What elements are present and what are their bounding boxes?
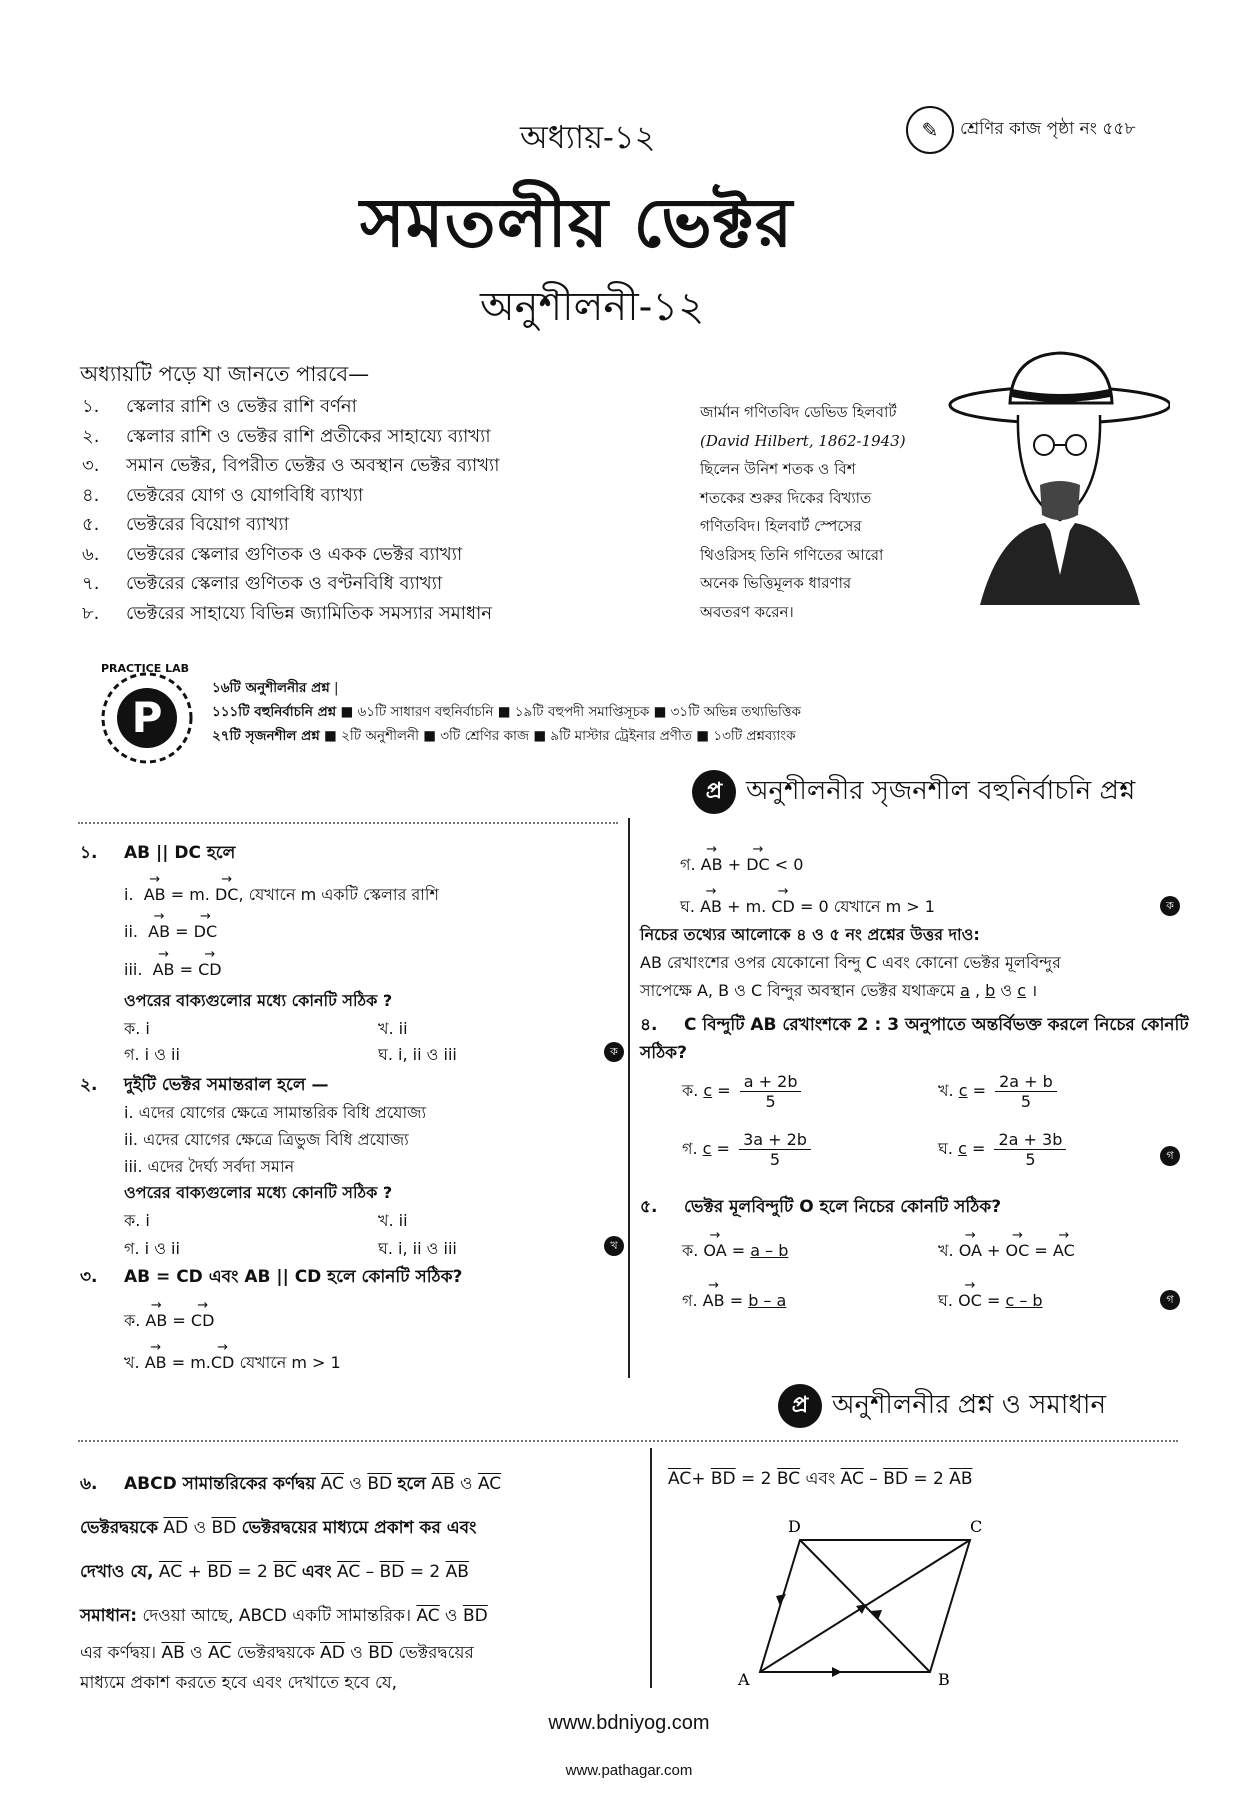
q1-which: ওপরের বাক্যগুলোর মধ্যে কোনটি সঠিক ? bbox=[124, 991, 393, 1010]
q2-option-i: i. এদের যোগের ক্ষেত্রে সামান্তরিক বিধি প্রযোজ্য bbox=[124, 1103, 427, 1122]
q3-answer-badge: ক bbox=[1160, 896, 1180, 916]
q4-choice-gha: ঘ. c = $\frac{2a + 3b}{5}$ bbox=[938, 1130, 1066, 1169]
stat-creative-class: ৩টি শ্রেণির কাজ bbox=[440, 728, 530, 744]
stat-mcq-info: ৩১টি অভিন্ন তথ্যভিত্তিক bbox=[670, 704, 801, 720]
list-item: ৪. ভেক্টরের যোগ ও যোগবিধি ব্যাখ্যা bbox=[82, 484, 364, 506]
info-line-1: AB রেখাংশের ওপর যেকোনো বিন্দু C এবং কোনো ভেক্টর মূলবিন্দুর bbox=[640, 953, 1061, 972]
exercise-label: অনুশীলনী-১২ bbox=[480, 284, 705, 330]
q4-answer-badge: গ bbox=[1160, 1146, 1180, 1166]
vertex-a: A bbox=[738, 1670, 750, 1689]
stat-creative-ex: ২টি অনুশীলনী bbox=[341, 728, 419, 744]
q1-choice-ka: ক. i bbox=[124, 1019, 150, 1038]
qa-section-header bbox=[778, 1384, 1106, 1428]
q2-choice-kha: খ. ii bbox=[378, 1211, 408, 1230]
vertex-b: B bbox=[938, 1670, 950, 1689]
stat-total: ১৬টি অনুশীলনীর প্রশ্ন bbox=[212, 680, 330, 696]
list-item: ৩. সমান ভেক্টর, বিপরীত ভেক্টর ও অবস্থান ভেক্টর ব্যাখ্যা bbox=[82, 455, 500, 476]
arrow-ab bbox=[832, 1667, 842, 1677]
question-2: ২. দুইটি ভেক্টর সমান্তরাল হলে — bbox=[80, 1075, 329, 1095]
hilbert-portrait bbox=[940, 345, 1170, 605]
q1-answer-badge: ক bbox=[604, 1042, 624, 1062]
footer-site-1[interactable]: www.bdniyog.com bbox=[548, 1712, 710, 1734]
q4-choice-ga: গ. c = $\frac{3a + 2b}{5}$ bbox=[682, 1130, 811, 1169]
info-line-2: সাপেক্ষে A, B ও C বিন্দুর অবস্থান ভেক্টর যথাক্রমে a , b ও c । bbox=[640, 981, 1038, 1000]
footer-site-2[interactable]: www.pathagar.com bbox=[565, 1762, 693, 1779]
list-item: ২. স্কেলার রাশি ও ভেক্টর রাশি প্রতীকের সাহায্যে ব্যাখ্যা bbox=[82, 425, 491, 447]
vertex-c: C bbox=[970, 1517, 983, 1536]
chapter-label: অধ্যায়-১২ bbox=[520, 118, 656, 156]
q2-choice-gha: ঘ. i, ii ও iii bbox=[378, 1239, 457, 1258]
q5-choice-ka: ক. → OA = a – b bbox=[682, 1238, 788, 1265]
q2-choice-ga: গ. i ও ii bbox=[124, 1239, 180, 1258]
arrow-ac bbox=[856, 1604, 867, 1614]
q3-choice-ka: ক. → AB = → CD bbox=[124, 1308, 214, 1335]
q2-answer-badge: খ bbox=[604, 1236, 624, 1256]
parallelogram-diagram bbox=[730, 1510, 990, 1690]
q2-option-ii: ii. এদের যোগের ক্ষেত্রে ত্রিভুজ বিধি প্রযোজ্য bbox=[124, 1130, 409, 1149]
q1-option-i: i. → AB = m. → DC, যেখানে m একটি স্কেলার রাশি bbox=[124, 882, 439, 909]
q1-choice-ga: গ. i ও ii bbox=[124, 1045, 180, 1064]
bio-line: (David Hilbert, 1862-1943) bbox=[700, 431, 906, 450]
question-4: ৪. C বিন্দুটি AB রেখাংশকে 2 : 3 অনুপাতে অন্তর্বিভক্ত করলে নিচের কোনটি সঠিক? bbox=[640, 1015, 1189, 1063]
q5-choice-ga: গ. → AB = b – a bbox=[682, 1288, 786, 1315]
classwork-ref-text: শ্রেণির কাজ পৃষ্ঠা নং ৫৫৮ bbox=[960, 119, 1136, 139]
q2-which: ওপরের বাক্যগুলোর মধ্যে কোনটি সঠিক ? bbox=[124, 1183, 393, 1202]
classwork-logo-icon: ✎ bbox=[906, 106, 954, 154]
q4-choice-ka: ক. c = $\frac{a + 2b}{5}$ bbox=[682, 1072, 801, 1111]
stat-mcq-general: ৬১টি সাধারণ বহুনির্বাচনি bbox=[357, 704, 494, 720]
q5-choice-gha: ঘ. → OC = c – b bbox=[938, 1288, 1043, 1315]
bio-line: শতকের শুরুর দিকের বিখ্যাত bbox=[700, 488, 872, 507]
section-badge-icon: প্র bbox=[692, 770, 736, 814]
q5-choice-kha: খ. → OA + → OC = → AC bbox=[938, 1238, 1075, 1265]
learn-heading: অধ্যায়টি পড়ে যা জানতে পারবে— bbox=[80, 362, 370, 386]
q1-option-ii: ii. → AB = → DC bbox=[124, 922, 217, 941]
bio-line: ছিলেন উনিশ শতক ও বিশ bbox=[700, 460, 856, 478]
q1-choice-kha: খ. ii bbox=[378, 1019, 408, 1038]
qa-section-title: অনুশীলনীর প্রশ্ন ও সমাধান bbox=[832, 1390, 1106, 1420]
bio-line: জার্মান গণিতবিদ ডেভিড হিলবার্ট bbox=[700, 403, 897, 421]
q6-identity: $\overline{AC}+ \overline{BD} = 2$ $\overline{BC}$ এবং $\overline{AC} - \overline{BD} = 2$ $\overline{AB}$ bbox=[668, 1469, 973, 1489]
stat-creative: ২৭টি সৃজনশীল প্রশ্ন bbox=[212, 728, 320, 744]
q3-choice-kha: খ. → AB = m.→ CD যেখানে m > 1 bbox=[124, 1350, 341, 1377]
mcq-section-header bbox=[692, 770, 1135, 814]
q1-choice-gha: ঘ. i, ii ও iii bbox=[378, 1045, 457, 1064]
stat-creative-trainer: ৯টি মাস্টার ট্রেইনার প্রণীত bbox=[550, 728, 692, 744]
info-heading: নিচের তথ্যের আলোকে ৪ ও ৫ নং প্রশ্নের উত্তর দাও: bbox=[640, 925, 980, 944]
list-item: ৬. ভেক্টরের স্কেলার গুণিতক ও একক ভেক্টর ব্যাখ্যা bbox=[82, 543, 463, 565]
bio-line: অবতরণ করেন। bbox=[700, 602, 794, 621]
q2-option-iii: iii. এদের দৈর্ঘ্য সর্বদা সমান bbox=[124, 1157, 295, 1176]
column-divider bbox=[650, 1448, 652, 1688]
q3-choice-gha: ঘ. → AB + m. → CD = 0 যেখানে m > 1 bbox=[680, 894, 935, 921]
q3-choice-ga: গ. → AB + → DC < 0 bbox=[680, 852, 803, 879]
q2-choice-ka: ক. i bbox=[124, 1211, 150, 1230]
page-title: সমতলীয় ভেক্টর bbox=[360, 184, 794, 263]
list-item: ১. স্কেলার রাশি ও ভেক্টর রাশি বর্ণনা bbox=[82, 396, 357, 417]
question-5: ৫. ভেক্টর মূলবিন্দুটি O হলে নিচের কোনটি সঠিক? bbox=[640, 1197, 1002, 1217]
mcq-section-title: অনুশীলনীর সৃজনশীল বহুনির্বাচনি প্রশ্ন bbox=[746, 776, 1136, 806]
question-1: ১. AB || DC হলে bbox=[80, 843, 236, 863]
bio-line: থিওরিসহ তিনি গণিতের আরো bbox=[700, 545, 884, 564]
question-3: ৩. AB = CD এবং AB || CD হলে কোনটি সঠিক? bbox=[80, 1267, 463, 1287]
q1-option-iii: iii. → AB = → CD bbox=[124, 960, 222, 979]
hilbert-bio bbox=[700, 398, 930, 626]
stat-creative-bank: ১৩টি প্রশ্নব্যাংক bbox=[713, 728, 796, 744]
learn-list bbox=[82, 392, 499, 628]
practice-logo-text: PRACTICE LAB bbox=[100, 662, 190, 675]
bio-line: গণিতবিদ। হিলবার্ট স্পেসের bbox=[700, 517, 862, 535]
practice-letter: P bbox=[131, 693, 163, 742]
q5-answer-badge: গ bbox=[1160, 1290, 1180, 1310]
section-badge-icon: প্র bbox=[778, 1384, 822, 1428]
list-item: ৫. ভেক্টরের বিয়োগ ব্যাখ্যা bbox=[82, 514, 289, 535]
list-item: ৭. ভেক্টরের স্কেলার গুণিতক ও বণ্টনবিধি ব্যাখ্যা bbox=[82, 573, 443, 594]
classwork-ref bbox=[906, 106, 1136, 154]
divider bbox=[78, 1440, 1178, 1442]
question-6: ৬. ABCD সামান্তরিকের কর্ণদ্বয় $\overline{AC}$ ও $\overline{BD}$ হলে $\overline{AB}$ ও $\overline{AC}$ ভেক্টরদ্বয়কে $\overline{AD}$ ও $\overline{BD}$ ভেক্টরদ্বয়ের মাধ্যমে প্রকাশ কর এবং দেখাও যে, $\overline{AC} + \overline{BD} = 2$ $\overline{BC}$ এবং $\overline{AC} - \overline{BD} = 2$ $\overline{AB}$ সমাধান: দেওয়া আছে, ABCD একটি সামান্তরিক। $\overline{AC}$ ও $\overline{BD}$ এর কর্ণদ্বয়। $\overline{AB}$ ও $\overline{AC}$ ভেক্টরদ্বয়কে $\overline{AD}$ ও $\overline{BD}$ ভেক্টরদ্বয়ের মাধ্যমে প্রকাশ করতে হবে এবং দেখাতে হবে যে, bbox=[80, 1474, 502, 1693]
list-item: ৮. ভেক্টরের সাহায্যে বিভিন্ন জ্যামিতিক সমস্যার সমাধান bbox=[82, 602, 493, 624]
column-divider bbox=[628, 818, 630, 1378]
stat-mcq-multi: ১৯টি বহুপদী সমাপ্তিসূচক bbox=[514, 704, 650, 720]
practice-stats: ১৬টি অনুশীলনীর প্রশ্ন | ১১১টি বহুনির্বাচনি প্রশ্ন ■ ৬১টি সাধারণ বহুনির্বাচনি ■ ১৯টি বহুপদী সমাপ্তিসূচক ■ ৩১টি অভিন্ন তথ্যভিত্তিক ২৭টি সৃজনশীল প্রশ্ন ■ ২টি অনুশীলনী ■ ৩টি শ্রেণির কাজ ■ ৯টি মাস্টার ট্রেইনার প্রণীত ■ ১৩টি প্রশ্নব্যাংক bbox=[212, 680, 801, 744]
stat-mcq: ১১১টি বহুনির্বাচনি প্রশ্ন bbox=[212, 704, 337, 720]
practice-lab-logo-icon bbox=[85, 660, 205, 770]
vertex-d: D bbox=[788, 1517, 801, 1536]
divider bbox=[78, 822, 618, 824]
q4-choice-kha: খ. c = $\frac{2a + b}{5}$ bbox=[938, 1072, 1057, 1111]
bio-line: অনেক ভিত্তিমূলক ধারণার bbox=[700, 574, 852, 592]
